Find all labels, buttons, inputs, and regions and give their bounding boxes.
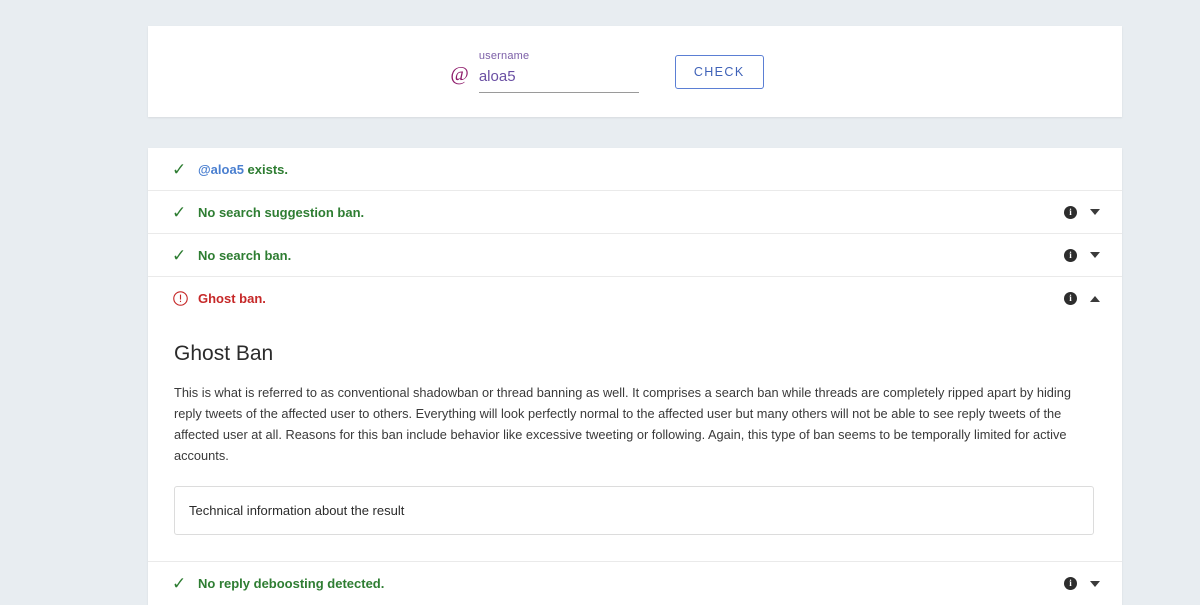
check-icon: ✓: [172, 159, 187, 179]
username-label: username: [478, 50, 530, 62]
result-suffix: exists.: [243, 161, 289, 177]
result-row[interactable]: [148, 562, 1122, 605]
result-label: [198, 162, 1100, 177]
info-icon[interactable]: i: [1064, 577, 1077, 590]
ghost-ban-detail-panel: [148, 320, 1122, 562]
username-input[interactable]: [479, 68, 639, 93]
check-button[interactable]: CHECK: [675, 55, 764, 89]
result-label: No search suggestion ban.: [198, 204, 365, 220]
result-label: No reply deboosting detected.: [198, 576, 385, 592]
chevron-down-icon[interactable]: [1090, 252, 1100, 258]
info-icon[interactable]: i: [1064, 292, 1077, 305]
username-mention: @aloa5: [198, 161, 244, 177]
detail-title: Ghost Ban: [174, 342, 274, 365]
search-form: [450, 50, 763, 93]
chevron-down-icon[interactable]: [1090, 581, 1100, 587]
result-row[interactable]: [148, 277, 1122, 320]
check-icon: ✓: [172, 202, 187, 222]
username-field-wrap: [450, 50, 638, 93]
check-icon: ✓: [172, 245, 187, 265]
row-actions: [1064, 249, 1100, 262]
info-icon[interactable]: i: [1064, 206, 1077, 219]
at-symbol-icon: @: [450, 63, 469, 85]
result-row[interactable]: [148, 234, 1122, 277]
result-row[interactable]: [148, 148, 1122, 191]
result-row[interactable]: [148, 191, 1122, 234]
username-field: [479, 50, 639, 93]
row-actions: [1064, 292, 1100, 305]
alert-icon: [172, 290, 198, 307]
result-label: Ghost ban.: [198, 291, 266, 306]
chevron-up-icon[interactable]: [1090, 296, 1100, 302]
info-icon[interactable]: i: [1064, 249, 1077, 262]
row-actions: [1064, 577, 1100, 590]
detail-body: This is what is referred to as conventional shadowban or thread banning as well. It comprises a search ban while threads are completely ripped apart by hiding reply tweets of the affected user to others. Everything will look perfectly normal to the affected user but many others will not be able to see reply tweets of the affected user at all. Reasons for this ban include behavior like excessive tweeting or following. Again, this type of ban seems to be temporally limited for active accounts.: [174, 385, 1071, 464]
row-actions: [1064, 206, 1100, 219]
chevron-down-icon[interactable]: [1090, 209, 1100, 215]
search-card: [148, 26, 1122, 117]
results-card: [148, 148, 1122, 605]
result-label: No search ban.: [198, 247, 292, 263]
check-icon: ✓: [172, 574, 187, 594]
technical-information-box[interactable]: Technical information about the result: [174, 486, 1094, 535]
